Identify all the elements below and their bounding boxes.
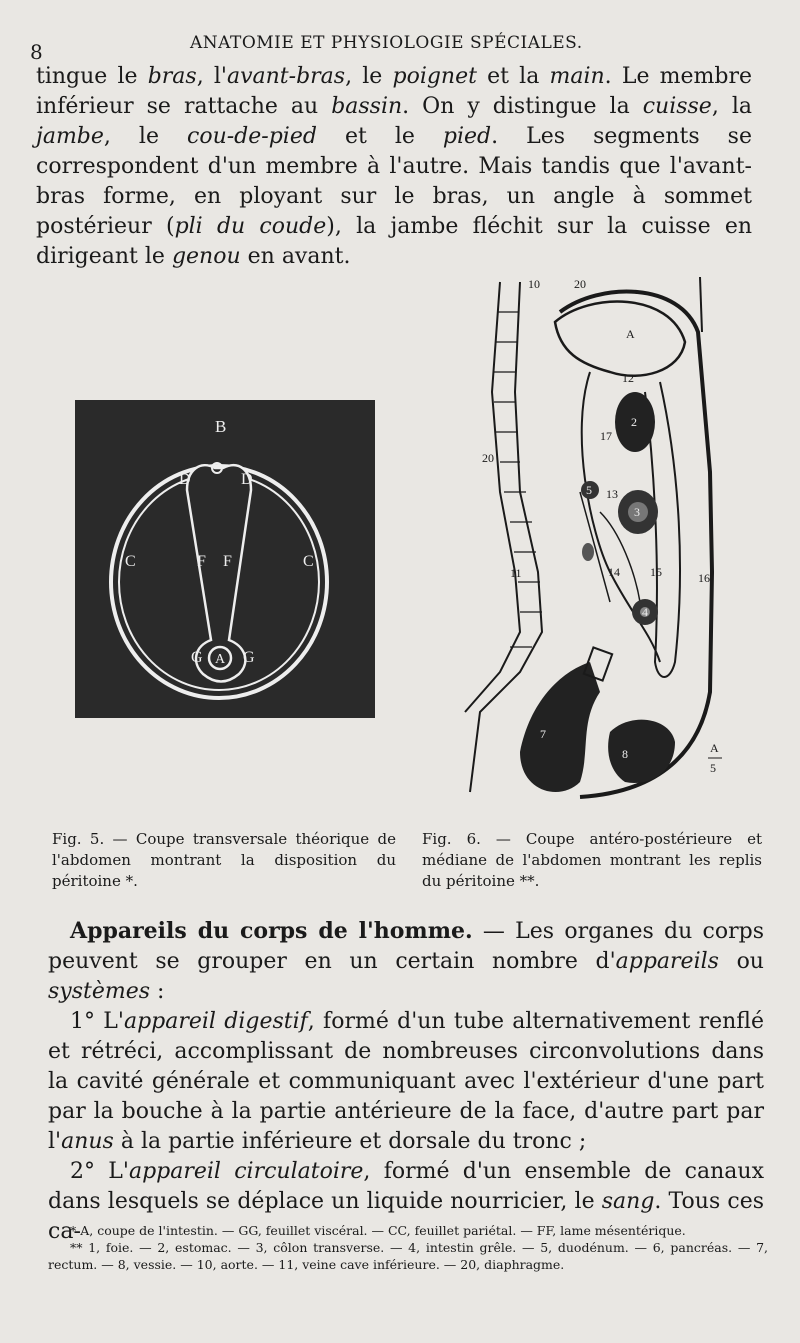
running-head: ANATOMIE ET PHYSIOLOGIE SPÉCIALES. bbox=[190, 33, 583, 53]
figure-6-caption: Fig. 6. — Coupe antéro-postérieure et médiane de l'abdomen montrant les replis du péritoine **. bbox=[422, 830, 762, 890]
footnotes bbox=[48, 1222, 768, 1273]
fig6-label-14: 14 bbox=[608, 565, 620, 579]
fig6-label-a: A bbox=[626, 327, 635, 341]
fig5-label-a: A bbox=[215, 652, 226, 667]
fig6-label-7: 7 bbox=[540, 727, 546, 741]
fig6-label-5-fraction: 5 bbox=[710, 761, 716, 775]
fig6-label-8: 8 bbox=[622, 747, 628, 761]
fig6-label-16: 16 bbox=[698, 571, 710, 585]
fig5-label-b: B bbox=[215, 417, 227, 436]
fig6-label-4: 4 bbox=[642, 605, 648, 619]
footnote-1: * A, coupe de l'intestin. — GG, feuillet viscéral. — CC, feuillet pariétal. — FF, lame mésentérique. bbox=[70, 1223, 686, 1238]
fig6-label-20: 20 bbox=[574, 277, 586, 291]
fig5-label-d: D bbox=[179, 471, 191, 488]
fig5-label-g: G bbox=[191, 649, 203, 666]
fig6-label-a-fraction: A bbox=[710, 741, 719, 755]
fig6-label-11: 11 bbox=[510, 566, 522, 580]
fig6-label-17: 17 bbox=[600, 429, 612, 443]
fig5-label-g: G bbox=[243, 649, 255, 666]
figure-5-transverse-section bbox=[75, 400, 375, 718]
figure-6-sagittal-section bbox=[460, 272, 740, 812]
fig5-label-c: C bbox=[125, 553, 136, 570]
fig6-label-2: 2 bbox=[631, 415, 637, 429]
paragraph-limbs: tingue le bras, l'avant-bras, le poignet et la main. Le membre inférieur se rattache au bassin. On y distingue la cuisse, la jambe, le cou-de-pied et le pied. Les segments se correspondent d'un membre à l'autre. Mais tandis que l'avant-bras forme, en ployant sur le bras, un angle à sommet postérieur (pli du coude), la jambe fléchit sur la cuisse en dirigeant le genou en avant. bbox=[36, 64, 753, 269]
fig6-label-3: 3 bbox=[634, 505, 640, 519]
list-item-circulatory: 2° L'appareil circulatoire, formé d'un ensemble de canaux dans lesquels se déplace un liquide nourricier, le sang. Tous ces ca- bbox=[48, 1159, 765, 1244]
fig5-label-f: F bbox=[223, 553, 232, 570]
section-heading: Appareils du corps de l'homme. bbox=[70, 918, 473, 944]
page-number: 8 bbox=[30, 40, 43, 64]
fig6-label-12: 12 bbox=[622, 371, 634, 385]
footnote-2: ** 1, foie. — 2, estomac. — 3, côlon transverse. — 4, intestin grêle. — 5, duodénum. — 6, pancréas. — 7, rectum. — 8, vessie. — 10, aorte. — 11, veine cave inférieure. — 20, diaphragme. bbox=[48, 1240, 768, 1272]
fig6-label-20: 20 bbox=[482, 451, 494, 465]
fig6-label-10: 10 bbox=[528, 277, 540, 291]
fig6-label-5: 5 bbox=[586, 483, 592, 497]
fig6-label-13: 13 bbox=[606, 487, 618, 501]
fig5-label-f: F bbox=[197, 553, 206, 570]
list-item-digestive: 1° L'appareil digestif, formé d'un tube alternativement renflé et rétréci, accomplissant de nombreuses circonvolutions dans la cavité générale et communiquant avec l'extérieur d'une part par la bouche à la partie antérieure de la face, d'autre part par l'anus à la partie inférieure et dorsale du tronc ; bbox=[48, 1009, 764, 1154]
fig5-label-c: C bbox=[303, 553, 314, 570]
section-body bbox=[48, 916, 764, 1247]
section-intro: Appareils du corps de l'homme. — Les organes du corps peuvent se grouper en un certain nombre d'appareils ou systèmes : bbox=[48, 918, 764, 1004]
figure-5-caption: Fig. 5. — Coupe transversale théorique de l'abdomen montrant la disposition du péritoine *. bbox=[52, 830, 396, 890]
fig6-label-15: 15 bbox=[650, 565, 662, 579]
fig5-label-d: D bbox=[241, 471, 253, 488]
